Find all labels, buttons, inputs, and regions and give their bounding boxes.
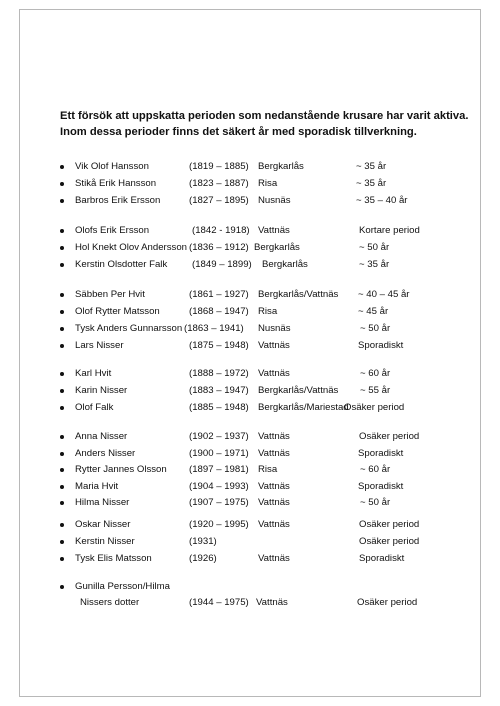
bullet-icon [60, 263, 64, 267]
maker-name: Anders Nisser [75, 447, 136, 459]
bullet-icon [60, 557, 64, 561]
life-years: (1823 – 1887) [189, 178, 249, 189]
list-item [0, 192, 500, 209]
active-period: Sporadiskt [358, 340, 404, 351]
list-item [0, 533, 500, 550]
maker-name: Hilma Nisser [75, 497, 130, 508]
list-item [0, 337, 500, 354]
life-years: (1819 – 1885) [189, 161, 249, 172]
bullet-icon [60, 485, 64, 489]
life-years: (1842 - 1918) [192, 225, 250, 236]
active-period: Sporadiskt [358, 447, 404, 459]
life-years: (1900 – 1971) [189, 447, 249, 459]
life-years: (1836 – 1912) [189, 242, 249, 253]
maker-name: Vik Olof Hansson [75, 161, 149, 172]
village: Vattnäs [258, 447, 290, 459]
list-item [0, 478, 500, 495]
maker-name: Olofs Erik Ersson [75, 225, 150, 236]
life-years: (1931) [189, 536, 217, 547]
life-years: (1863 – 1941) [184, 323, 244, 334]
active-period: Sporadiskt [359, 553, 405, 564]
maker-name: Olof Rytter Matsson [75, 306, 160, 317]
maker-name: Säbben Per Hvit [75, 289, 145, 300]
list-item [0, 594, 500, 611]
list-item [0, 303, 500, 320]
list-item [0, 365, 500, 382]
list-item [0, 494, 500, 511]
maker-name: Rytter Jannes Olsson [75, 464, 167, 475]
bullet-icon [60, 229, 64, 233]
active-period: ~ 35 år [356, 161, 387, 172]
maker-name: Olof Falk [75, 402, 114, 413]
active-period: ~ 45 år [358, 306, 389, 317]
active-period: Osäker period [344, 402, 405, 413]
village: Risa [258, 178, 278, 189]
village: Vattnäs [256, 597, 288, 608]
bullet-icon [60, 182, 64, 186]
maker-name: Lars Nisser [75, 340, 124, 351]
active-period: Osäker period [359, 536, 420, 547]
bullet-icon [60, 468, 64, 472]
list-item [0, 428, 500, 445]
list-item [0, 286, 500, 303]
list-item [0, 516, 500, 533]
village: Risa [258, 306, 278, 317]
list-item [0, 399, 500, 416]
active-period: ~ 40 – 45 år [358, 289, 410, 300]
maker-name: Nissers dotter [80, 597, 140, 608]
maker-name: Gunilla Persson/Hilma [75, 581, 170, 592]
maker-name: Tysk Anders Gunnarsson [75, 323, 183, 334]
active-period: Osäker period [359, 519, 420, 530]
active-period: ~ 50 år [360, 323, 391, 334]
village: Vattnäs [258, 519, 290, 530]
list-item [0, 578, 500, 595]
active-period: ~ 35 – 40 år [356, 195, 408, 206]
maker-name: Stikå Erik Hansson [75, 178, 157, 189]
active-period: Sporadiskt [358, 480, 404, 492]
life-years: (1868 – 1947) [189, 306, 249, 317]
village: Bergkarlås [258, 161, 304, 172]
village: Vattnäs [258, 497, 290, 508]
village: Bergkarlås/Mariestad [258, 402, 349, 413]
life-years: (1861 – 1927) [189, 289, 249, 300]
list-item [0, 256, 500, 273]
list-item [0, 158, 500, 175]
maker-name: Kerstin Olsdotter Falk [75, 259, 168, 270]
bullet-icon [60, 523, 64, 527]
maker-name: Kerstin Nisser [75, 536, 135, 547]
active-period: ~ 50 år [360, 497, 391, 508]
life-years: (1827 – 1895) [189, 195, 249, 206]
heading-line-1: Ett försök att uppskatta perioden som nedanstående krusare har varit aktiva. [60, 110, 469, 122]
bullet-icon [60, 435, 64, 439]
bullet-icon [60, 389, 64, 393]
active-period: ~ 35 år [356, 178, 387, 189]
list-item [0, 175, 500, 192]
list-item [0, 461, 500, 478]
maker-name: Oskar Nisser [75, 519, 131, 530]
bullet-icon [60, 372, 64, 376]
village: Vattnäs [258, 480, 290, 492]
life-years: (1885 – 1948) [189, 402, 249, 413]
life-years: (1904 – 1993) [189, 480, 249, 492]
active-period: ~ 50 år [359, 242, 390, 253]
village: Bergkarlås/Vattnäs [258, 289, 339, 300]
life-years: (1944 – 1975) [189, 597, 249, 608]
village: Vattnäs [258, 553, 290, 564]
life-years: (1907 – 1975) [189, 497, 249, 508]
active-period: ~ 60 år [360, 368, 391, 379]
maker-name: Anna Nisser [75, 431, 128, 442]
life-years: (1888 – 1972) [189, 368, 249, 379]
heading-line-2: Inom dessa perioder finns det säkert år med sporadisk tillverkning. [60, 126, 417, 138]
life-years: (1897 – 1981) [189, 464, 249, 475]
bullet-icon [60, 293, 64, 297]
bullet-icon [60, 327, 64, 331]
bullet-icon [60, 540, 64, 544]
village: Risa [258, 464, 278, 475]
life-years: (1849 – 1899) [192, 259, 252, 270]
bullet-icon [60, 585, 64, 589]
list-item [0, 320, 500, 337]
maker-name: Barbros Erik Ersson [75, 195, 161, 206]
list-item [0, 239, 500, 256]
maker-name: Karin Nisser [75, 385, 128, 396]
bullet-icon [60, 310, 64, 314]
village: Vattnäs [258, 225, 290, 236]
active-period: ~ 60 år [360, 464, 391, 475]
village: Vattnäs [258, 368, 290, 379]
village: Bergkarlås/Vattnäs [258, 385, 339, 396]
maker-name: Karl Hvit [75, 368, 112, 379]
village: Bergkarlås [254, 242, 300, 253]
life-years: (1926) [189, 553, 217, 564]
bullet-icon [60, 344, 64, 348]
page-heading [60, 108, 468, 140]
active-period: ~ 35 år [359, 259, 390, 270]
life-years: (1883 – 1947) [189, 385, 249, 396]
life-years: (1875 – 1948) [189, 340, 249, 351]
active-period: Osäker period [357, 597, 418, 608]
village: Bergkarlås [262, 259, 308, 270]
bullet-icon [60, 406, 64, 410]
village: Vattnäs [258, 431, 290, 442]
active-period: ~ 55 år [360, 385, 391, 396]
maker-name: Hol Knekt Olov Andersson [75, 242, 187, 253]
bullet-icon [60, 165, 64, 169]
life-years: (1902 – 1937) [189, 431, 249, 442]
maker-name: Tysk Elis Matsson [75, 553, 152, 564]
village: Nusnäs [258, 195, 291, 206]
list-item [0, 550, 500, 567]
bullet-icon [60, 246, 64, 250]
life-years: (1920 – 1995) [189, 519, 249, 530]
village: Nusnäs [258, 323, 291, 334]
bullet-icon [60, 199, 64, 203]
active-period: Osäker period [359, 431, 420, 442]
list-item [0, 445, 500, 462]
bullet-icon [60, 452, 64, 456]
list-item [0, 222, 500, 239]
maker-name: Maria Hvit [75, 480, 119, 492]
bullet-icon [60, 501, 64, 505]
list-item [0, 382, 500, 399]
village: Vattnäs [258, 340, 290, 351]
active-period: Kortare period [359, 225, 420, 236]
